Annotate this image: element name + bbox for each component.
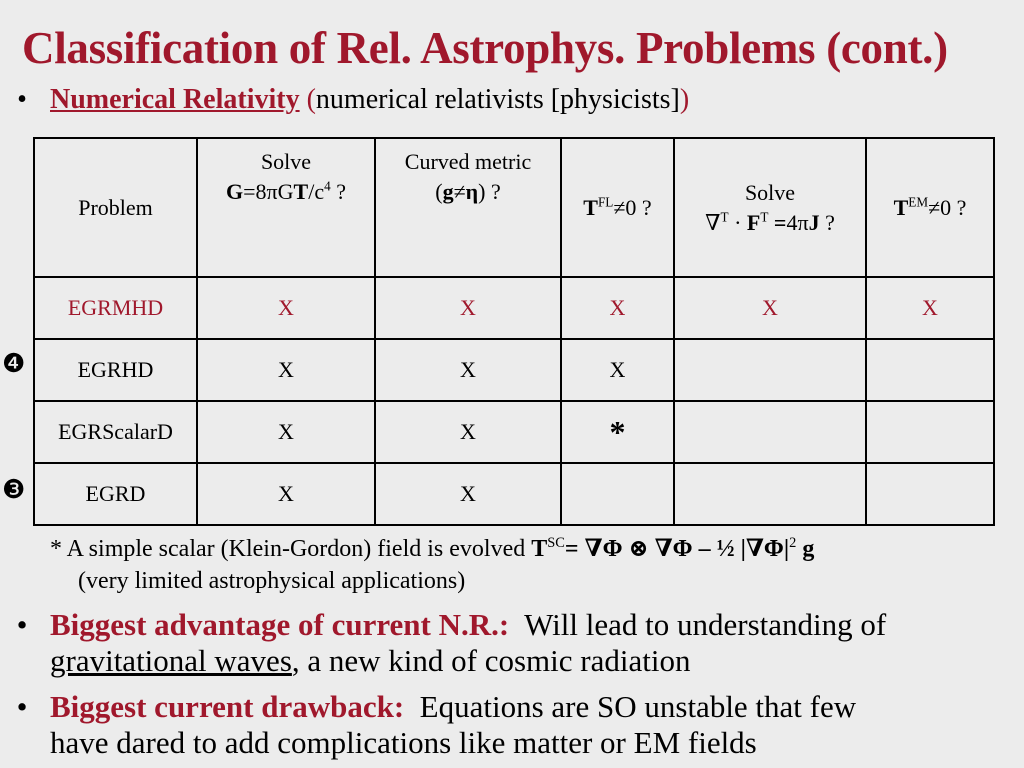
footnote-text: * A simple scalar (Klein-Gordon) field is evolved [50, 536, 532, 562]
table-cell [674, 463, 866, 525]
table-row [34, 339, 994, 401]
symbol-T: T [583, 194, 598, 220]
table-cell: X [561, 277, 674, 339]
table-cell: X [197, 277, 375, 339]
bullet-icon: • [16, 607, 28, 642]
header-solve-einstein [197, 138, 375, 277]
c-exponent: 4 [324, 178, 331, 194]
superscript-T: T [720, 209, 729, 225]
close-paren: ) [679, 84, 690, 115]
t-em-rest: ≠0 ? [928, 194, 967, 220]
symbol-T: T [531, 536, 548, 562]
symbol-G: G [226, 179, 244, 204]
eq-part: =8πG [243, 179, 294, 204]
stress-energy-formula: = ∇Φ ⊗ ∇Φ – ½ |∇Φ| [564, 536, 790, 562]
table-row [34, 401, 994, 463]
question-mark: ? [330, 179, 346, 204]
table-cell: X [561, 339, 674, 401]
open-paren: ( [435, 179, 443, 204]
footnote-line1 [50, 533, 814, 565]
table-cell [866, 339, 994, 401]
symbol-eta: η [465, 179, 479, 204]
table-cell: X [375, 339, 561, 401]
table-cell: X [674, 277, 866, 339]
drawback-bullet [12, 689, 1012, 761]
drawback-text-2: have dared to add complications like matter or EM fields [50, 725, 757, 760]
four-pi: 4π [786, 209, 809, 235]
table-cell: X [197, 463, 375, 525]
header-problem: Problem [34, 138, 197, 277]
marker-3-icon: ❸ [2, 475, 26, 505]
row-name: EGRScalarD [34, 401, 197, 463]
row-name: EGRHD [34, 339, 197, 401]
header-curved-metric-eq [376, 177, 560, 207]
superscript-FL: FL [597, 194, 614, 210]
table-row [34, 463, 994, 525]
table-cell: X [197, 401, 375, 463]
table-cell [866, 463, 994, 525]
superscript-T: T [760, 209, 769, 225]
superscript-EM: EM [908, 194, 929, 210]
numerical-relativity-note: numerical relativists [physicists] [315, 84, 680, 115]
advantage-label: Biggest advantage of current N.R.: [50, 607, 510, 642]
header-solve-einstein-eq [198, 177, 374, 207]
header-solve-maxwell-eq [675, 208, 865, 238]
table-cell [866, 401, 994, 463]
symbol-T: T [893, 194, 909, 220]
advantage-bullet [12, 607, 1012, 679]
bullet-icon: • [17, 84, 27, 115]
formula-exponent: 2 [789, 535, 797, 551]
symbol-J: J [808, 209, 820, 235]
symbol-g: g [796, 536, 815, 562]
symbol-g: g [442, 179, 454, 204]
bullet-icon: • [16, 689, 28, 724]
table-cell: X [197, 339, 375, 401]
open-paren: ( [299, 84, 316, 115]
classification-table [33, 137, 995, 526]
nabla-icon: ∇ [705, 209, 721, 235]
c-part: /c [308, 179, 325, 204]
table-cell [561, 463, 674, 525]
drawback-label: Biggest current drawback: [50, 689, 405, 724]
t-fl-rest: ≠0 ? [613, 194, 652, 220]
equals: = [768, 209, 787, 235]
question-mark: ? [819, 209, 835, 235]
gravitational-waves-term: gravitational waves [50, 643, 292, 678]
close-part: ) ? [478, 179, 501, 204]
not-equal-icon: ≠ [453, 179, 466, 204]
marker-4-icon: ❹ [2, 349, 26, 379]
slide-title: Classification of Rel. Astrophys. Problems (cont.) [22, 23, 948, 73]
table-cell: X [375, 401, 561, 463]
advantage-text-2: , a new kind of cosmic radiation [291, 643, 691, 678]
dot-operator: · [728, 209, 747, 235]
header-solve-maxwell [674, 138, 866, 277]
header-t-em [866, 138, 994, 277]
symbol-T: T [293, 179, 309, 204]
footnote-line2: (very limited astrophysical applications) [78, 568, 466, 594]
table-cell [674, 339, 866, 401]
header-t-fl [561, 138, 674, 277]
numerical-relativity-heading: Numerical Relativity [50, 84, 300, 115]
footnote [50, 533, 814, 597]
header-solve-maxwell-line1: Solve [744, 179, 796, 205]
row-name: EGRMHD [34, 277, 197, 339]
table-header-row [34, 138, 994, 277]
header-curved-metric-line1: Curved metric [404, 149, 532, 174]
drawback-text: Equations are SO unstable that few [404, 689, 857, 724]
header-solve-einstein-line1: Solve [260, 149, 312, 174]
row-name: EGRD [34, 463, 197, 525]
superscript-SC: SC [547, 535, 565, 551]
header-curved-metric [375, 138, 561, 277]
table-row [34, 277, 994, 339]
table-cell: X [375, 463, 561, 525]
table-cell [674, 401, 866, 463]
asterisk-cell: * [561, 401, 674, 463]
advantage-text: Will lead to understanding of [509, 607, 887, 642]
table-cell: X [866, 277, 994, 339]
table-cell: X [375, 277, 561, 339]
symbol-F: F [746, 209, 761, 235]
